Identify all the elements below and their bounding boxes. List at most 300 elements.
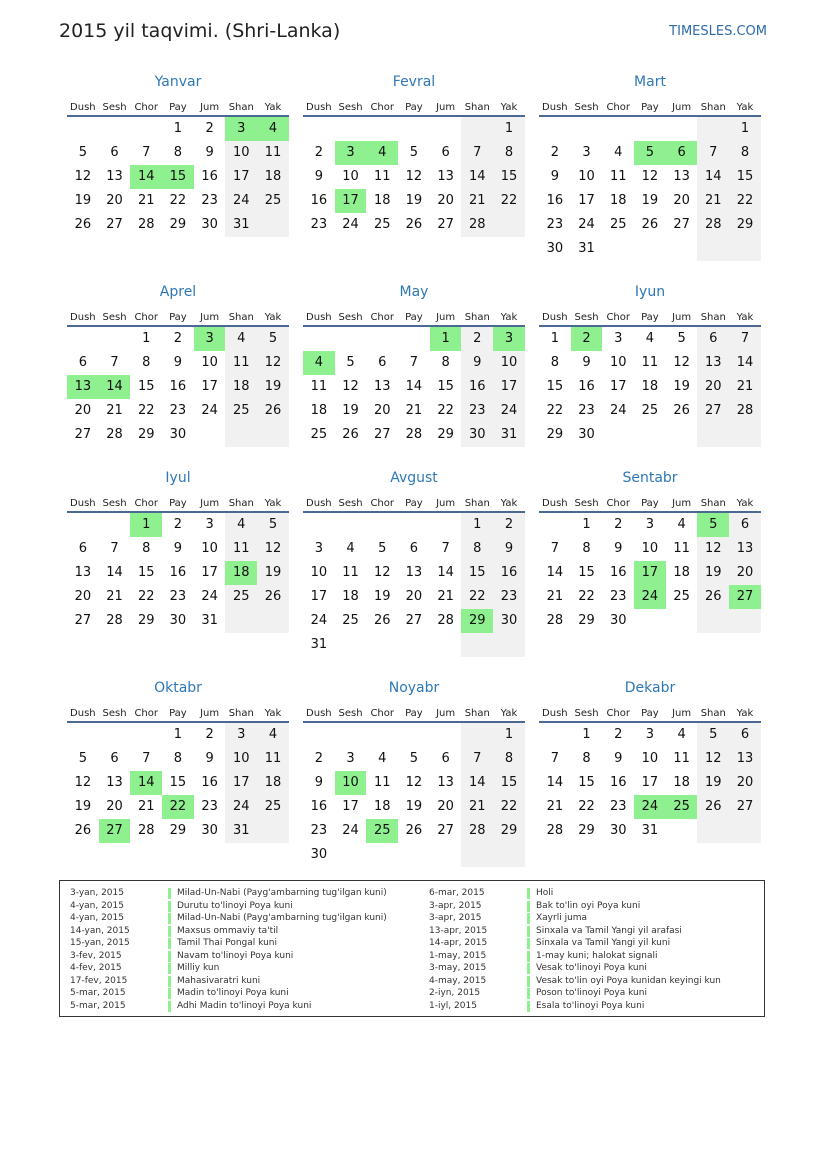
week-row [303,537,525,561]
weekday-header [303,699,525,723]
day-cell: 13 [106,775,123,790]
legend-item [429,925,721,938]
empty-cell [130,117,162,141]
weekday-header [67,699,289,723]
day-cell: 28 [461,819,493,843]
empty-cell [257,819,289,843]
weekday-label: Shan [464,312,490,323]
day-cell: 27 [729,795,761,819]
day-cell: 6 [110,145,119,160]
day-cell: 2 [614,727,623,742]
holiday-marker-icon [168,926,171,937]
day-cell: 1 [173,727,183,742]
day-cell: 21 [137,799,155,814]
weekday-label: Pay [169,498,187,509]
day-cell: 17 [609,379,627,394]
day-cell: 17 [225,771,257,795]
empty-cell [634,609,666,633]
month-may [303,281,525,447]
day-cell: 25 [673,589,690,604]
holiday-day-cell: 27 [729,585,761,609]
week-row [539,189,761,213]
legend-date: 3-fev, 2015 [70,950,122,961]
month-avgust [303,467,525,657]
day-cell: 21 [461,189,493,213]
empty-cell [430,117,462,141]
day-cell: 1 [582,727,591,742]
weekday-label: Yak [736,708,754,719]
day-cell: 16 [609,565,627,580]
day-cell: 28 [106,613,123,628]
day-cell: 8 [173,751,183,766]
empty-cell [666,237,698,261]
holiday-marker-icon [527,913,530,924]
day-cell: 5 [257,513,289,537]
month-name: Dekabr [624,680,676,696]
legend-item [429,900,721,913]
day-cell: 14 [405,379,423,394]
day-cell: 2 [493,513,525,537]
day-cell: 9 [173,355,183,370]
empty-cell [398,843,430,867]
day-cell: 21 [437,589,454,604]
day-cell: 28 [729,399,761,423]
day-cell: 30 [493,609,525,633]
weekday-header [303,303,525,327]
day-cell: 22 [137,403,155,418]
day-cell: 19 [74,193,92,208]
day-cell: 6 [409,541,419,556]
empty-cell [602,117,634,141]
month-name: Mart [634,74,666,90]
day-cell: 27 [673,217,690,232]
day-cell: 30 [201,217,218,232]
week-row [303,165,525,189]
day-cell: 18 [373,193,391,208]
day-cell: 23 [201,799,218,814]
legend-item [70,900,387,913]
day-cell: 25 [310,427,328,442]
day-cell: 11 [373,775,391,790]
day-cell: 3 [205,517,214,532]
day-cell: 12 [74,169,92,184]
weekday-label: Shan [700,498,726,509]
day-cell: 4 [677,517,686,532]
legend-item [70,987,387,1000]
week-row [67,795,289,819]
empty-cell [99,117,131,141]
legend-holiday-name: Tamil Thai Pongal kuni [177,938,277,948]
weekday-label: Shan [228,708,254,719]
week-row [539,141,761,165]
holiday-marker-icon [527,938,530,949]
day-cell: 10 [201,355,218,370]
day-cell: 10 [493,351,525,375]
holiday-day-cell: 29 [461,609,493,633]
week-row [303,561,525,585]
week-row [303,351,525,375]
day-cell: 26 [405,823,423,838]
day-cell: 15 [546,379,564,394]
day-cell: 9 [314,775,323,790]
legend-date: 6-mar, 2015 [429,888,485,898]
week-row [67,423,289,447]
day-cell: 9 [205,145,214,160]
day-cell: 24 [609,403,627,418]
holiday-day-cell: 6 [666,141,698,165]
legend-date: 1-iyl, 2015 [429,1000,477,1011]
day-cell: 16 [201,169,218,184]
day-cell: 19 [405,799,423,814]
day-cell: 6 [441,751,450,766]
day-cell: 14 [461,165,493,189]
empty-cell [493,633,525,657]
empty-cell [697,819,729,843]
weekday-label: Dush [542,498,568,509]
day-cell: 11 [342,565,359,580]
day-cell: 2 [614,517,623,532]
day-cell: 21 [729,375,761,399]
legend-item [429,937,721,950]
weekday-label: Sesh [574,102,599,113]
day-cell: 12 [641,169,659,184]
weekday-label: Chor [370,312,394,323]
empty-cell [335,843,367,867]
day-cell: 6 [697,327,729,351]
empty-cell [99,327,131,351]
day-cell: 9 [582,355,591,370]
weekday-label: Yak [736,498,754,509]
weekday-label: Shan [228,498,254,509]
day-cell: 26 [405,217,423,232]
day-cell: 15 [137,565,155,580]
day-cell: 3 [346,751,355,766]
holiday-marker-icon [527,1001,530,1012]
legend-date: 3-yan, 2015 [70,888,124,898]
weekday-header [539,303,761,327]
day-cell: 24 [201,403,218,418]
day-cell: 20 [74,589,92,604]
month-name: Sentabr [622,470,678,486]
empty-cell [194,423,226,447]
day-cell: 24 [342,217,359,232]
empty-cell [461,633,493,657]
month-oktabr [67,677,289,843]
legend-item [429,950,721,963]
holiday-day-cell: 5 [697,513,729,537]
day-cell: 31 [493,423,525,447]
legend-date: 13-apr, 2015 [429,925,488,936]
empty-cell [430,723,462,747]
day-cell: 20 [106,799,123,814]
empty-cell [335,633,367,657]
empty-cell [539,117,571,141]
day-cell: 12 [405,775,423,790]
day-cell: 20 [437,799,454,814]
day-cell: 17 [641,775,659,790]
day-cell: 6 [729,513,761,537]
day-cell: 2 [205,727,214,742]
holiday-marker-icon [168,988,171,999]
weekday-label: Pay [169,312,187,323]
day-cell: 28 [697,213,729,237]
empty-cell [602,423,634,447]
week-row [303,141,525,165]
day-cell: 31 [578,241,595,256]
day-cell: 11 [225,537,257,561]
weekday-label: Pay [169,102,187,113]
day-cell: 9 [461,351,493,375]
empty-cell [257,213,289,237]
week-row [539,375,761,399]
day-cell: 10 [578,169,595,184]
day-cell: 15 [169,775,187,790]
holiday-marker-icon [168,963,171,974]
holiday-day-cell: 22 [162,795,194,819]
weekday-label: Jum [672,312,692,323]
day-cell: 3 [314,541,323,556]
weekday-label: Chor [370,498,394,509]
day-cell: 26 [74,823,92,838]
empty-cell [335,327,367,351]
day-cell: 21 [106,403,123,418]
empty-cell [461,117,493,141]
empty-cell [666,423,698,447]
day-cell: 7 [550,541,559,556]
legend-holiday-name: 1-may kuni; halokat signali [536,950,658,961]
day-cell: 15 [437,379,454,394]
week-row [303,375,525,399]
week-row [67,609,289,633]
day-cell: 5 [697,723,729,747]
day-cell: 6 [110,751,119,766]
day-cell: 9 [614,751,623,766]
day-cell: 31 [201,613,218,628]
day-cell: 17 [201,565,218,580]
week-row [67,537,289,561]
weekday-label: Sesh [338,102,363,113]
day-cell: 9 [550,169,559,184]
week-row [539,423,761,447]
day-cell: 31 [310,637,328,652]
legend-holiday-name: Poson to'linoyi Poya kuni [536,988,647,998]
week-row [67,351,289,375]
week-row [303,771,525,795]
weekday-label: Sesh [338,708,363,719]
day-cell: 4 [225,327,257,351]
week-row [539,771,761,795]
day-cell: 21 [106,589,123,604]
empty-cell [225,609,257,633]
day-cell: 10 [342,169,359,184]
week-row [303,213,525,237]
day-cell: 5 [677,331,686,346]
day-cell: 17 [493,375,525,399]
day-cell: 28 [461,213,493,237]
day-cell: 31 [641,823,659,838]
weekday-label: Dush [542,312,568,323]
day-cell: 21 [697,189,729,213]
empty-cell [461,843,493,867]
weekday-label: Jum [200,498,220,509]
day-cell: 27 [437,823,454,838]
day-cell: 14 [546,775,564,790]
day-cell: 6 [729,723,761,747]
day-cell: 19 [641,193,659,208]
holiday-marker-icon [527,963,530,974]
day-cell: 25 [641,403,659,418]
empty-cell [729,237,761,261]
day-cell: 30 [578,427,595,442]
month-aprel [67,281,289,447]
weekday-label: Yak [500,708,518,719]
month-mart [539,71,761,261]
empty-cell [366,513,398,537]
day-cell: 28 [437,613,454,628]
day-cell: 23 [169,403,187,418]
weekday-header [539,699,761,723]
day-cell: 9 [173,541,183,556]
site-link[interactable]: TIMESLES.COM [669,24,767,39]
day-cell: 8 [582,541,591,556]
weekday-label: Yak [500,498,518,509]
day-cell: 14 [437,565,454,580]
day-cell: 19 [673,379,690,394]
day-cell: 16 [310,799,328,814]
day-cell: 23 [493,585,525,609]
weekday-header [303,93,525,117]
week-row [67,561,289,585]
day-cell: 30 [609,823,627,838]
day-cell: 7 [461,141,493,165]
holiday-day-cell: 3 [194,327,226,351]
empty-cell [430,513,462,537]
day-cell: 25 [257,795,289,819]
day-cell: 3 [645,727,655,742]
day-cell: 18 [673,565,690,580]
day-cell: 22 [729,189,761,213]
day-cell: 15 [578,565,595,580]
day-cell: 4 [378,751,387,766]
weekday-label: Chor [134,102,158,113]
week-row [67,165,289,189]
day-cell: 12 [74,775,92,790]
holiday-marker-icon [527,951,530,962]
empty-cell [539,723,571,747]
day-cell: 17 [310,589,328,604]
day-cell: 28 [546,823,564,838]
day-cell: 29 [137,427,155,442]
weekday-label: Sesh [338,312,363,323]
day-cell: 5 [257,327,289,351]
day-cell: 7 [729,327,761,351]
week-row [539,513,761,537]
empty-cell [398,327,430,351]
day-cell: 9 [614,541,623,556]
holiday-day-cell: 10 [335,771,367,795]
weekday-label: Chor [134,312,158,323]
weekday-label: Jum [672,102,692,113]
day-cell: 8 [142,355,151,370]
week-row [67,585,289,609]
legend-date: 4-yan, 2015 [70,913,124,923]
holiday-marker-icon [168,1001,171,1012]
legend-item [70,950,387,963]
day-cell: 4 [346,541,355,556]
day-cell: 7 [697,141,729,165]
weekday-label: Chor [606,498,630,509]
empty-cell [697,423,729,447]
day-cell: 27 [437,217,454,232]
day-cell: 18 [609,193,627,208]
day-cell: 29 [578,823,595,838]
month-name: May [399,284,429,300]
empty-cell [666,117,698,141]
day-cell: 26 [673,403,690,418]
week-row [539,561,761,585]
day-cell: 24 [225,189,257,213]
weekday-label: Yak [264,498,282,509]
month-name: Iyul [165,470,191,486]
day-cell: 27 [697,399,729,423]
day-cell: 2 [173,331,183,346]
empty-cell [666,609,698,633]
day-cell: 19 [257,375,289,399]
day-cell: 23 [310,217,328,232]
holiday-day-cell: 3 [335,141,367,165]
empty-cell [461,723,493,747]
month-fevral [303,71,525,237]
day-cell: 13 [373,379,391,394]
weekday-label: Chor [606,708,630,719]
day-cell: 18 [257,165,289,189]
week-row [67,375,289,399]
day-cell: 26 [257,399,289,423]
day-cell: 2 [314,751,323,766]
holiday-day-cell: 4 [257,117,289,141]
day-cell: 20 [729,561,761,585]
week-row [303,117,525,141]
weekday-label: Pay [405,498,423,509]
day-cell: 11 [310,379,328,394]
holiday-marker-icon [168,901,171,912]
week-row [303,327,525,351]
weekday-label: Jum [672,498,692,509]
day-cell: 13 [729,537,761,561]
day-cell: 19 [697,771,729,795]
month-iyul [67,467,289,633]
day-cell: 18 [673,775,690,790]
month-name: Yanvar [154,74,202,90]
weekday-label: Dush [70,498,96,509]
day-cell: 1 [173,121,183,136]
empty-cell [67,723,99,747]
day-cell: 20 [74,403,92,418]
empty-cell [430,633,462,657]
day-cell: 9 [205,751,214,766]
week-row [303,843,525,867]
day-cell: 30 [461,423,493,447]
holiday-day-cell: 14 [130,165,162,189]
day-cell: 17 [342,799,359,814]
day-cell: 1 [550,331,559,346]
weekday-label: Jum [672,708,692,719]
day-cell: 18 [641,379,659,394]
day-cell: 28 [137,217,155,232]
day-cell: 18 [373,799,391,814]
holiday-marker-icon [527,901,530,912]
weekday-label: Pay [641,708,659,719]
